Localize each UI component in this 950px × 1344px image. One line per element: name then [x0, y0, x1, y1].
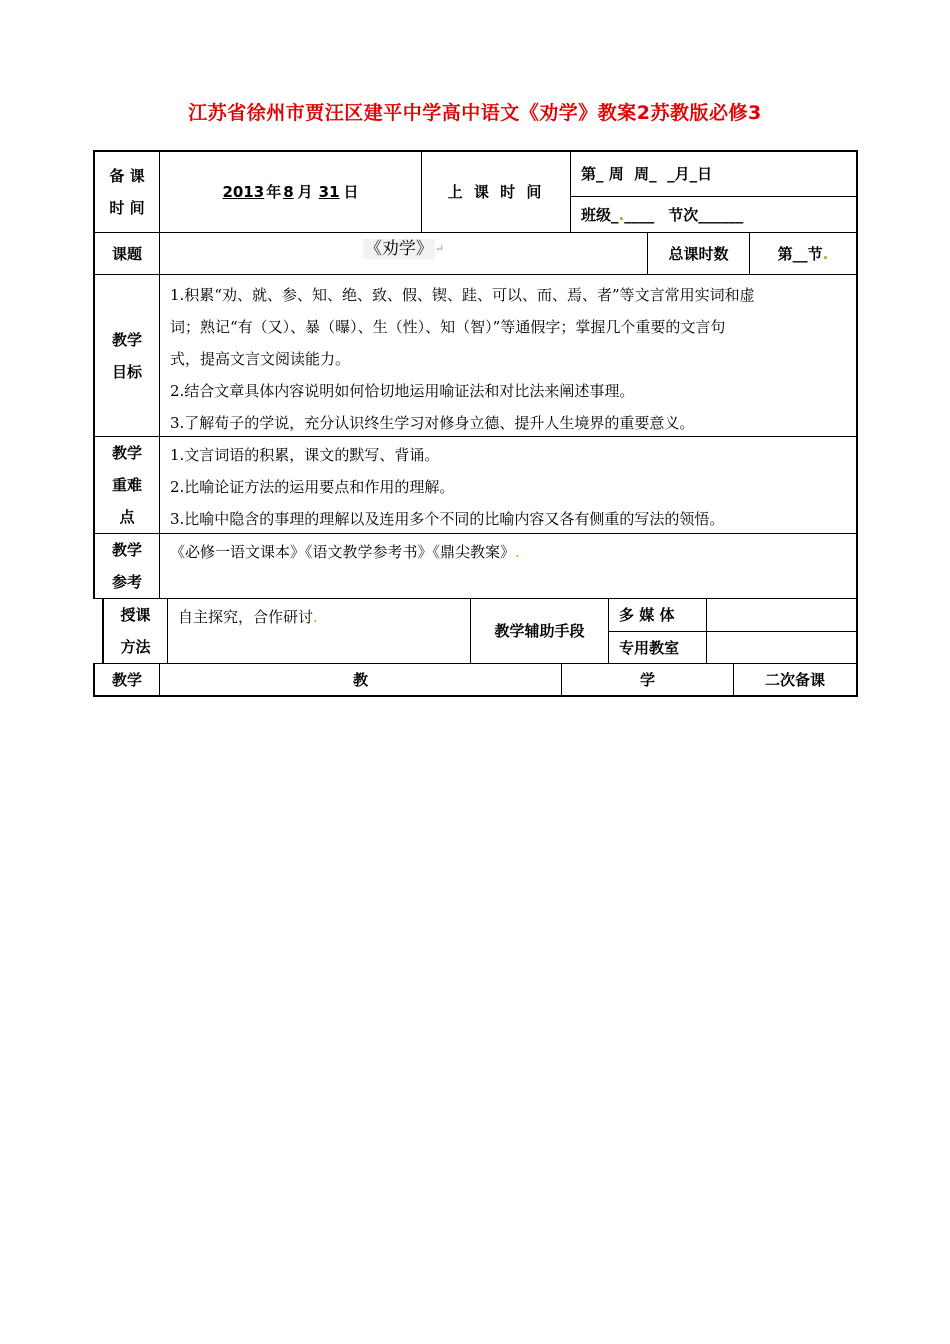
date-month-unit: 月: [297, 183, 313, 201]
method-label: [102, 598, 168, 664]
teaching-aid-label: 教学辅助手段: [470, 598, 609, 664]
topic-value: 《劝学》: [364, 239, 433, 259]
return-mark: ↵: [434, 242, 445, 255]
goals-label-line2: 目标: [111, 362, 142, 381]
date-month: 8: [283, 183, 294, 201]
second-prep-header: 二次备课: [733, 663, 858, 697]
references-content: [159, 533, 858, 599]
date-year: 2013: [222, 183, 265, 201]
references-label-line2: 参考: [111, 573, 142, 591]
references-text: 《必修一语文课本》《语文教学参考书》《鼎尖教案》: [170, 543, 516, 561]
section-label: 节次______: [668, 205, 744, 224]
method-content: [167, 598, 471, 664]
multimedia-label: 多 媒 体: [608, 598, 707, 632]
goals-label-line1: 教学: [111, 330, 142, 349]
method-label-line1: 授课: [120, 606, 151, 624]
dot-mark-2: .: [822, 244, 829, 263]
key-points-label-line1: 教学: [111, 444, 142, 462]
date-day: 31: [318, 183, 340, 201]
prep-time-label-line1: 备 课: [109, 167, 145, 185]
goal-line: 词；熟记“有（又）、暴（曝）、生（性）、知（智）”等通假字；掌握几个重要的文言句: [170, 318, 726, 336]
date-year-unit: 年: [266, 183, 282, 201]
teaching-header: 教学: [93, 663, 160, 697]
key-point-line: 3.比喻中隐含的事理的理解以及连用多个不同的比喻内容又各有侧重的写法的领悟。: [170, 510, 725, 528]
classroom-value: [706, 631, 858, 664]
goal-line: 式，提高文言文阅读能力。: [170, 350, 351, 368]
class-label: 班级_: [581, 205, 619, 224]
references-label-line1: 教学: [111, 541, 142, 559]
method-label-line2: 方法: [120, 638, 151, 656]
section-number: [749, 232, 858, 275]
class-time-label: 上 课 时 间: [421, 150, 571, 233]
prep-time-label-line2: 时 间: [109, 199, 145, 217]
total-hours-label: 总课时数: [647, 232, 750, 275]
teach-header: 教: [159, 663, 562, 697]
multimedia-value: [706, 598, 858, 632]
key-points-content: [159, 436, 858, 534]
key-point-line: 2.比喻论证方法的运用要点和作用的理解。: [170, 478, 455, 496]
topic-label: 课题: [93, 232, 160, 275]
goals-label: [93, 274, 160, 437]
key-point-line: 1.文言词语的积累，课文的默写、背诵。: [170, 446, 440, 464]
classroom-label: 专用教室: [608, 631, 707, 664]
key-points-label-line2: 重难: [111, 476, 142, 494]
section-number-text: 第__节: [777, 244, 823, 263]
method-text: 自主探究，合作研讨: [178, 608, 314, 626]
goal-line: 2.结合文章具体内容说明如何恰切地运用喻证法和对比法来阐述事理。: [170, 382, 635, 400]
goal-line: 1.积累“劝、就、参、知、绝、致、假、锲、跬、可以、而、焉、者”等文言常用实词和虚: [170, 286, 755, 304]
dot-mark: .: [618, 205, 625, 224]
goals-content: [159, 274, 858, 437]
learn-header: 学: [561, 663, 734, 697]
goal-line: 3.了解荀子的学说，充分认识终生学习对修身立德、提升人生境界的重要意义。: [170, 414, 695, 432]
references-label: [93, 533, 160, 599]
dot-mark-4: .: [313, 608, 318, 626]
dot-mark-3: .: [515, 543, 520, 561]
prep-date: [159, 150, 422, 233]
date-day-unit: 日: [343, 183, 359, 201]
class-section-field: [570, 196, 858, 233]
class-blank: ____: [624, 205, 655, 224]
key-points-label-line3: 点: [119, 508, 135, 526]
document-title: 江苏省徐州市贾汪区建平中学高中语文《劝学》教案2苏教版必修3: [188, 102, 762, 124]
key-points-label: [93, 436, 160, 534]
prep-time-label: [93, 150, 160, 233]
topic-value-cell: [159, 232, 648, 275]
week-field: 第_ 周 周_ _月_日: [570, 150, 858, 197]
